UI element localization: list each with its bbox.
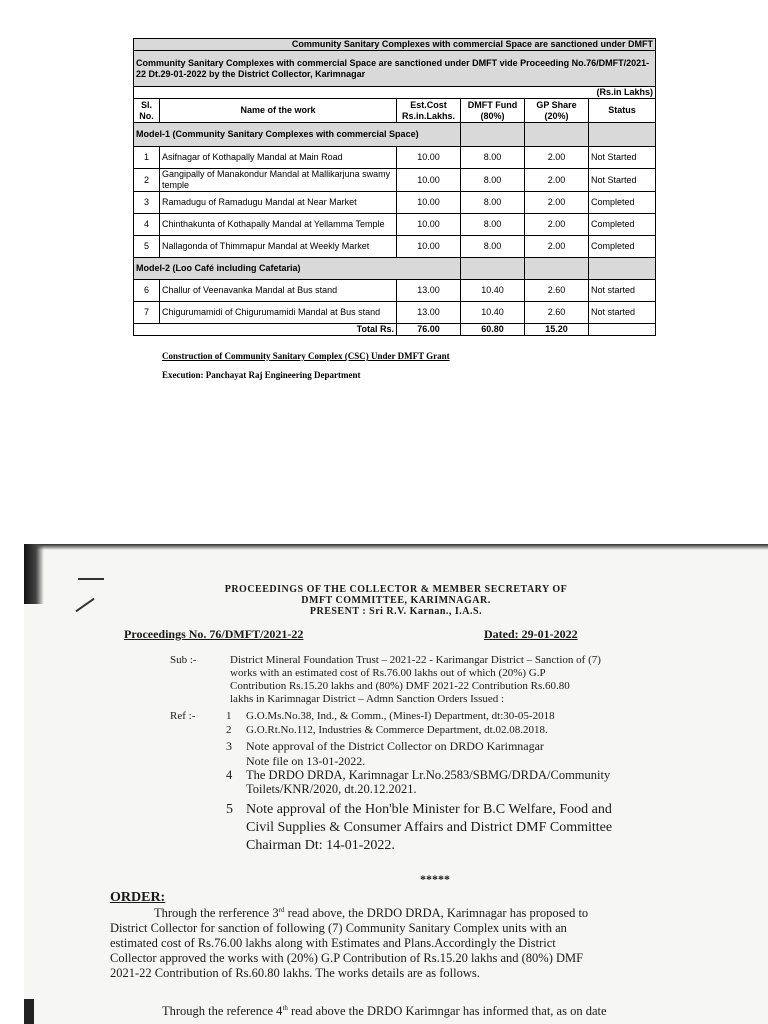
cell-name: Gangipally of Manakondur Mandal at Mallikarjuna swamy temple [160, 169, 397, 192]
order-last-line: Through the reference 4th read above the DRDO Karimngar has informed that, as on date [162, 1004, 607, 1019]
proceedings-heading-2: DMFT COMMITTEE, KARIMNAGAR. [301, 595, 491, 606]
subject-line: works with an estimated cost of Rs.76.00 lakhs out of which (20%) G.P [230, 667, 546, 679]
total-est: 76.00 [397, 324, 461, 336]
cell-status: Not started [589, 280, 656, 302]
cell-sl: 2 [134, 169, 160, 192]
order-line: 2021-22 Contribution of Rs.60.80 lakhs. The works details are as follows. [110, 966, 480, 980]
proceedings-heading-1: PROCEEDINGS OF THE COLLECTOR & MEMBER SECRETARY OF [224, 584, 568, 595]
cell-est: 10.00 [397, 236, 461, 258]
reference-number: 2 [226, 724, 232, 736]
reference-item: Note approval of the Hon'ble Minister for B.C Welfare, Food and [246, 802, 612, 817]
reference-item: Chairman Dt: 14-01-2022. [246, 838, 395, 853]
cell-sl: 3 [134, 192, 160, 214]
reference-number: 4 [226, 768, 233, 782]
model2-heading: Model-2 (Loo Café including Cafetaria) [134, 258, 461, 280]
cell-name: Asifnagar of Kothapally Mandal at Main Road [160, 147, 397, 169]
cell-name: Ramadugu of Ramadugu Mandal at Near Market [160, 192, 397, 214]
table-title-bar: Community Sanitary Complexes with commercial Space are sanctioned under DMFT [134, 39, 656, 51]
table-row [134, 236, 656, 258]
subject-line: Contribution Rs.15.20 lakhs and (80%) DMF 2021-22 Contribution Rs.60.80 [230, 680, 570, 692]
reference-item: Civil Supplies & Consumer Affairs and District DMF Committee [246, 820, 613, 835]
table-row [134, 169, 656, 192]
proceedings-number: Proceedings No. 76/DMFT/2021-22 [124, 627, 304, 641]
note-execution: Execution: Panchayat Raj Engineering Department [162, 370, 361, 380]
cell-status: Completed [589, 214, 656, 236]
sanction-table-section [133, 38, 655, 336]
header-name: Name of the work [160, 99, 397, 123]
total-dmft: 60.80 [461, 324, 525, 336]
reference-item: Note approval of the District Collector on DRDO Karimnagar [246, 739, 544, 753]
table-row [134, 214, 656, 236]
note-construction: Construction of Community Sanitary Complex (CSC) Under DMFT Grant [162, 351, 450, 361]
cell-dmft: 10.40 [461, 280, 525, 302]
cell-est: 10.00 [397, 192, 461, 214]
reference-item: Note file on 13-01-2022. [246, 754, 366, 768]
scanned-proceedings [24, 544, 768, 1024]
cell-dmft: 8.00 [461, 214, 525, 236]
pen-mark [78, 578, 104, 580]
header-sl: Sl. No. [134, 99, 160, 123]
proceedings-heading-3: PRESENT : Sri R.V. Karnan., I.A.S. [309, 606, 483, 617]
order-line: Through the rerference 3rd read above, the DRDO DRDA, Karimnagar has proposed to [154, 906, 589, 921]
cell-sl: 4 [134, 214, 160, 236]
table-row [134, 192, 656, 214]
header-status: Status [589, 99, 656, 123]
cell-name: Nallagonda of Thimmapur Mandal at Weekly Market [160, 236, 397, 258]
cell-dmft: 8.00 [461, 169, 525, 192]
cell-dmft: 8.00 [461, 192, 525, 214]
cell-gp: 2.60 [525, 302, 589, 324]
cell-gp: 2.00 [525, 147, 589, 169]
cell-gp: 2.00 [525, 169, 589, 192]
cell-gp: 2.00 [525, 192, 589, 214]
order-heading: ORDER: [110, 890, 166, 905]
separator-stars: ***** [420, 872, 450, 886]
table-subtitle: Community Sanitary Complexes with commercial Space are sanctioned under DMFT vide Proceeding No.76/DMFT/2021-22 Dt.29-01-2022 by the District Collector, Karimnagar [134, 51, 656, 87]
table-row [134, 280, 656, 302]
cell-name: Chinthakunta of Kothapally Mandal at Yellamma Temple [160, 214, 397, 236]
cell-est: 13.00 [397, 280, 461, 302]
cell-dmft: 8.00 [461, 236, 525, 258]
reference-number: 1 [226, 710, 232, 722]
table-row [134, 302, 656, 324]
cell-status: Not started [589, 302, 656, 324]
header-gp: GP Share (20%) [525, 99, 589, 123]
scan-top-edge [24, 544, 768, 550]
cell-name: Chigurumamidi of Chigurumamidi Mandal at Bus stand [160, 302, 397, 324]
cell-est: 10.00 [397, 169, 461, 192]
header-dmft: DMFT Fund (80%) [461, 99, 525, 123]
cell-name: Challur of Veenavanka Mandal at Bus stand [160, 280, 397, 302]
header-est: Est.Cost Rs.in.Lakhs. [397, 99, 461, 123]
table-row [134, 147, 656, 169]
cell-gp: 2.60 [525, 280, 589, 302]
reference-number: 5 [226, 802, 233, 817]
reference-item: Toilets/KNR/2020, dt.20.12.2021. [246, 782, 417, 796]
cell-dmft: 10.40 [461, 302, 525, 324]
cell-status: Completed [589, 192, 656, 214]
cell-est: 10.00 [397, 147, 461, 169]
cell-gp: 2.00 [525, 214, 589, 236]
reference-item: G.O.Ms.No.38, Ind., & Comm., (Mines-I) Department, dt:30-05-2018 [246, 710, 555, 722]
reference-number: 3 [226, 739, 232, 753]
cell-status: Not Started [589, 147, 656, 169]
subject-line: lakhs in Karimnagar District – Admn Sanction Orders Issued : [230, 693, 505, 705]
cell-est: 10.00 [397, 214, 461, 236]
cell-sl: 7 [134, 302, 160, 324]
order-line: District Collector for sanction of following (7) Community Sanitary Complex units with an [110, 921, 567, 935]
cell-sl: 5 [134, 236, 160, 258]
proceedings-date: Dated: 29-01-2022 [484, 627, 578, 641]
total-gp: 15.20 [525, 324, 589, 336]
reference-item: The DRDO DRDA, Karimnagar Lr.No.2583/SBMG/DRDA/Community [246, 768, 611, 782]
subject-label: Sub :- [170, 654, 197, 666]
order-line: Collector approved the works with (20%) G.P Contribution of Rs.15.20 lakhs and (80%) DMF [110, 951, 584, 965]
cell-status: Completed [589, 236, 656, 258]
subject-line: District Mineral Foundation Trust – 2021-22 - Karimangar District – Sanction of (7) [230, 654, 601, 666]
cell-sl: 6 [134, 280, 160, 302]
cell-gp: 2.00 [525, 236, 589, 258]
binder-clip-bottom [24, 999, 34, 1024]
model1-heading: Model-1 (Community Sanitary Complexes with commercial Space) [134, 123, 461, 147]
model2-rows [134, 280, 656, 324]
cell-dmft: 8.00 [461, 147, 525, 169]
cell-status: Not Started [589, 169, 656, 192]
units-label: (Rs.in Lakhs) [589, 87, 656, 99]
reference-item: G.O.Rt.No.112, Industries & Commerce Department, dt.02.08.2018. [246, 724, 548, 736]
cell-sl: 1 [134, 147, 160, 169]
total-label: Total Rs. [160, 324, 397, 336]
cell-est: 13.00 [397, 302, 461, 324]
reference-label: Ref :- [170, 710, 196, 722]
model1-rows [134, 147, 656, 258]
sanction-table [133, 38, 656, 336]
order-line: estimated cost of Rs.76.00 lakhs along with Estimates and Plans.Accordingly the District [110, 936, 556, 950]
